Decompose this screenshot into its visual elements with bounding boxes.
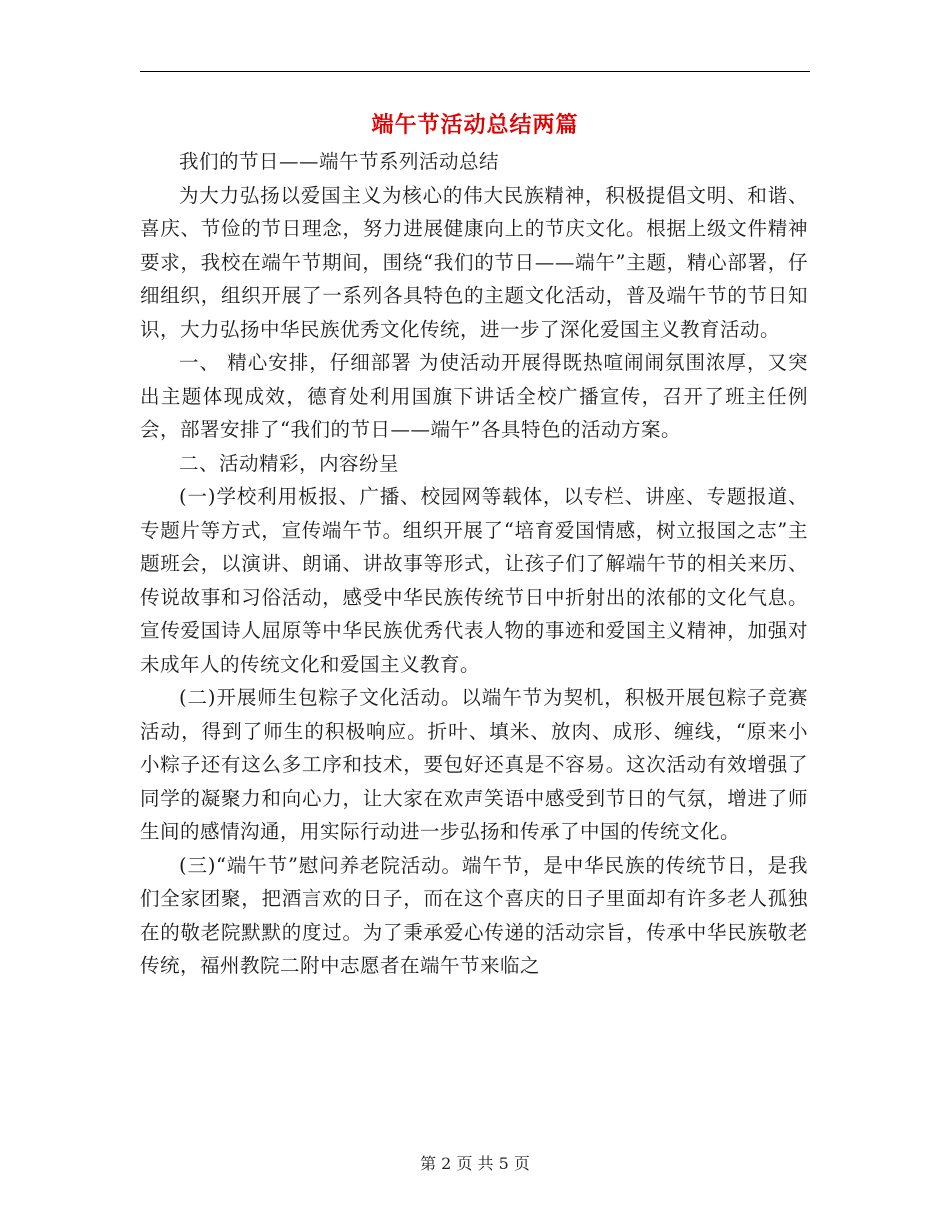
- document-title: 端午节活动总结两篇: [371, 112, 579, 138]
- paragraph-item-one: (一)学校利用板报、广播、校园网等载体，以专栏、讲座、专题报道、专题片等方式，宣传端午节。组织开展了“培育爱国情感，树立报国之志”主题班会，以演讲、朗诵、讲故事等形式，让孩子们了解端午节的相关来历、传说故事和习俗活动，感受中华民族传统节日中折射出的浓郁的文化气息。宣传爱国诗人屈原等中华民族优秀代表人物的事迹和爱国主义精神，加强对未成年人的传统文化和爱国主义教育。: [140, 485, 808, 676]
- page-number-footer: 第 2 页 共 5 页: [420, 1154, 530, 1173]
- paragraph-intro: 为大力弘扬以爱国主义为核心的伟大民族精神，积极提倡文明、和谐、喜庆、节俭的节日理念，努力进展健康向上的节庆文化。根据上级文件精神要求，我校在端午节期间，围绕“我们的节日——端午”主题，精心部署，仔细组织，组织开展了一系列各具特色的主题文化活动，普及端午节的节日知识，大力弘扬中华民族优秀文化传统，进一步了深化爱国主义教育活动。: [140, 183, 808, 341]
- paragraph-item-two: (二)开展师生包粽子文化活动。以端午节为契机，积极开展包粽子竞赛活动，得到了师生的积极响应。折叶、填米、放肉、成形、缠线，“原来小小粽子还有这么多工序和技术，要包好还真是不容易。这次活动有效增强了同学的凝聚力和向心力，让大家在欢声笑语中感受到节日的气氛，增进了师生间的感情沟通，用实际行动进一步弘扬和传承了中国的传统文化。: [140, 686, 808, 843]
- header-rule: [140, 71, 810, 72]
- paragraph-subtitle: 我们的节日——端午节系列活动总结: [179, 150, 500, 173]
- paragraph-section-two-heading: 二、活动精彩，内容纷呈: [179, 451, 400, 475]
- paragraph-section-one: 一、 精心安排，仔细部署 为使活动开展得既热喧闹闹氛围浓厚，又突出主题体现成效，德育处利用国旗下讲话全校广播宣传，召开了班主任例会，部署安排了“我们的节日——端午”各具特色的活动方案。: [140, 351, 808, 441]
- document-body: [140, 145, 808, 983]
- paragraph-item-three: (三)“端午节”慰问养老院活动。端午节，是中华民族的传统节日，是我们全家团聚，把酒言欢的日子，而在这个喜庆的日子里面却有许多老人孤独在的敬老院默默的度过。为了秉承爱心传递的活动宗旨，传承中华民族敬老传统，福州教院二附中志愿者在端午节来临之: [140, 853, 808, 977]
